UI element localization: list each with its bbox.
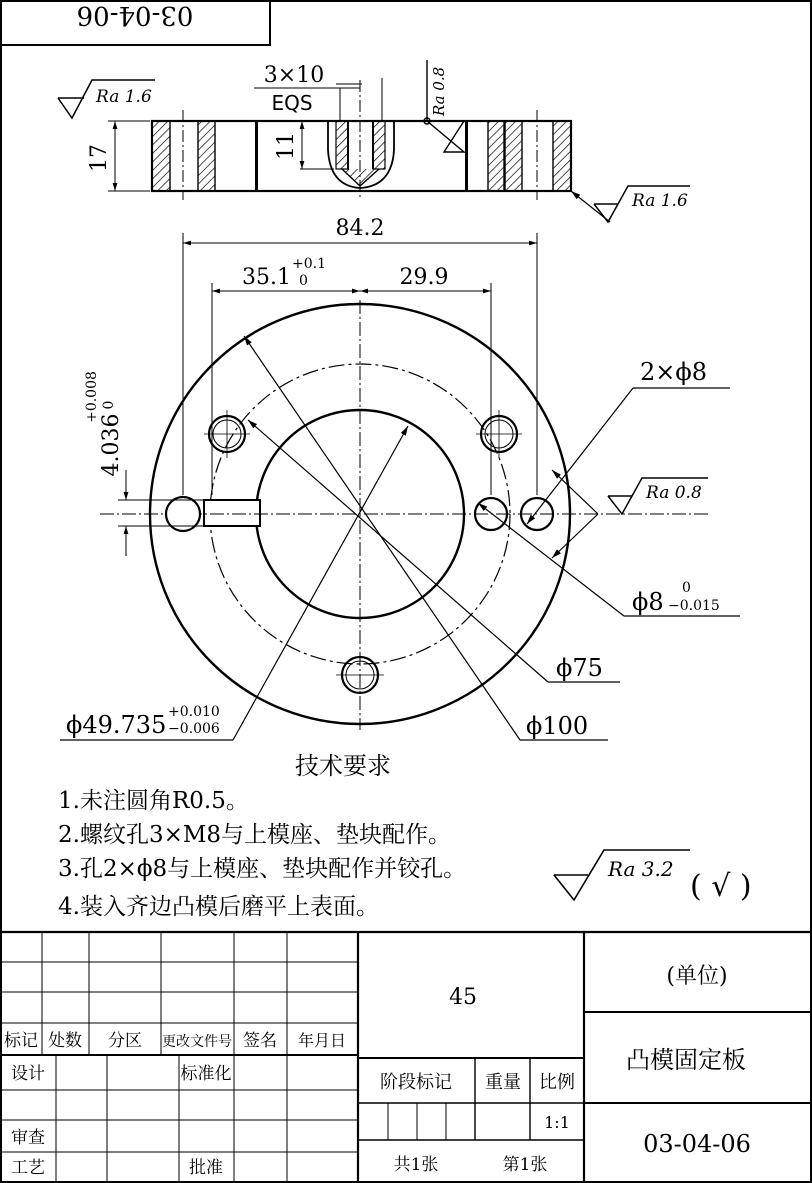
hatch-right-3	[553, 121, 571, 191]
hatch-right-1	[488, 121, 504, 191]
pin-tol-lower: −0.015	[668, 598, 720, 614]
outer-dia-label: ϕ100	[526, 712, 589, 740]
plan-view	[60, 216, 740, 740]
thread-hatch-r	[373, 121, 385, 169]
section-view	[58, 60, 690, 222]
ra-right: Ra 1.6	[632, 191, 688, 211]
ra-left: Ra 1.6	[96, 87, 152, 107]
requirement-3: 3.孔2×ϕ8与上模座、垫块配作并铰孔。	[58, 856, 467, 882]
requirement-1: 1.未注圆角R0.5。	[58, 788, 249, 814]
dim-right: 29.9	[399, 265, 449, 290]
general-ra-suffix: ( √ )	[690, 869, 752, 904]
ra-pin: Ra 0.8	[646, 483, 702, 503]
ra-vertical: Ra 0.8	[430, 66, 448, 116]
title-block-text	[4, 964, 751, 1178]
hatch-right-2	[505, 121, 522, 191]
thread-hatch-l	[336, 121, 348, 169]
slot-tol-upper: +0.008	[84, 371, 100, 423]
overall-width: 84.2	[335, 216, 385, 241]
hdr-doc: 更改文件号	[162, 1034, 232, 1050]
slot-width: 4.036	[99, 413, 124, 477]
requirement-2: 2.螺纹孔3×M8与上模座、垫块配作。	[58, 822, 452, 848]
bore-tol-lower: −0.006	[168, 721, 220, 737]
slot	[204, 500, 260, 526]
hdr-zone: 分区	[108, 1031, 142, 1051]
hdr-mark: 标记	[4, 1031, 38, 1051]
slot-tol-lower: 0	[101, 400, 117, 410]
hatch-left-1	[152, 121, 170, 191]
part-number: 03-04-06	[643, 1130, 751, 1158]
hdr-sign: 签名	[243, 1031, 277, 1051]
scale-value: 1:1	[544, 1113, 570, 1132]
technical-requirements	[58, 752, 752, 920]
material: 45	[449, 985, 477, 1010]
part-name: 凸模固定板	[626, 1046, 746, 1074]
pcd-label: ϕ75	[556, 654, 603, 682]
process-label: 工艺	[11, 1158, 45, 1178]
requirements-title: 技术要求	[295, 752, 391, 780]
thickness-dim: 17	[87, 144, 112, 172]
hdr-count: 处数	[48, 1031, 82, 1051]
weight-label: 重量	[485, 1072, 521, 1093]
sheet-no: 第1张	[502, 1155, 548, 1175]
bore-dia-label: ϕ49.735	[66, 711, 167, 739]
scale-label: 比例	[539, 1072, 575, 1093]
thread-note-bottom: EQS	[271, 91, 313, 115]
thread-note-top: 3×10	[263, 63, 325, 88]
dim-left-tol-upper: +0.1	[292, 256, 326, 272]
standard-label: 标准化	[180, 1064, 232, 1084]
section-edge-left	[255, 121, 258, 191]
requirement-4: 4.装入齐边凸模后磨平上表面。	[58, 894, 379, 920]
design-label: 设计	[11, 1064, 45, 1084]
section-edge-right	[465, 121, 468, 191]
pin-holes-label: 2×ϕ8	[640, 358, 708, 386]
drawing-number-rotated: 03-04-06	[76, 0, 194, 30]
pin-tol-upper: 0	[682, 580, 691, 596]
dim-left: 35.1	[242, 265, 291, 290]
hatch-left-2	[198, 121, 215, 191]
approve-label: 批准	[189, 1158, 223, 1178]
dim-left-tol-lower: 0	[299, 273, 308, 289]
hdr-date: 年月日	[297, 1031, 347, 1050]
review-label: 审查	[11, 1128, 45, 1148]
unit: (单位)	[666, 964, 728, 989]
thread-depth-dim: 11	[274, 132, 299, 160]
pin-dia: ϕ8	[632, 588, 664, 616]
general-ra: Ra 3.2	[608, 857, 674, 881]
bore-tol-upper: +0.010	[168, 704, 220, 720]
stage-mark-label: 阶段标记	[380, 1072, 452, 1093]
sheets-total: 共1张	[393, 1155, 439, 1175]
